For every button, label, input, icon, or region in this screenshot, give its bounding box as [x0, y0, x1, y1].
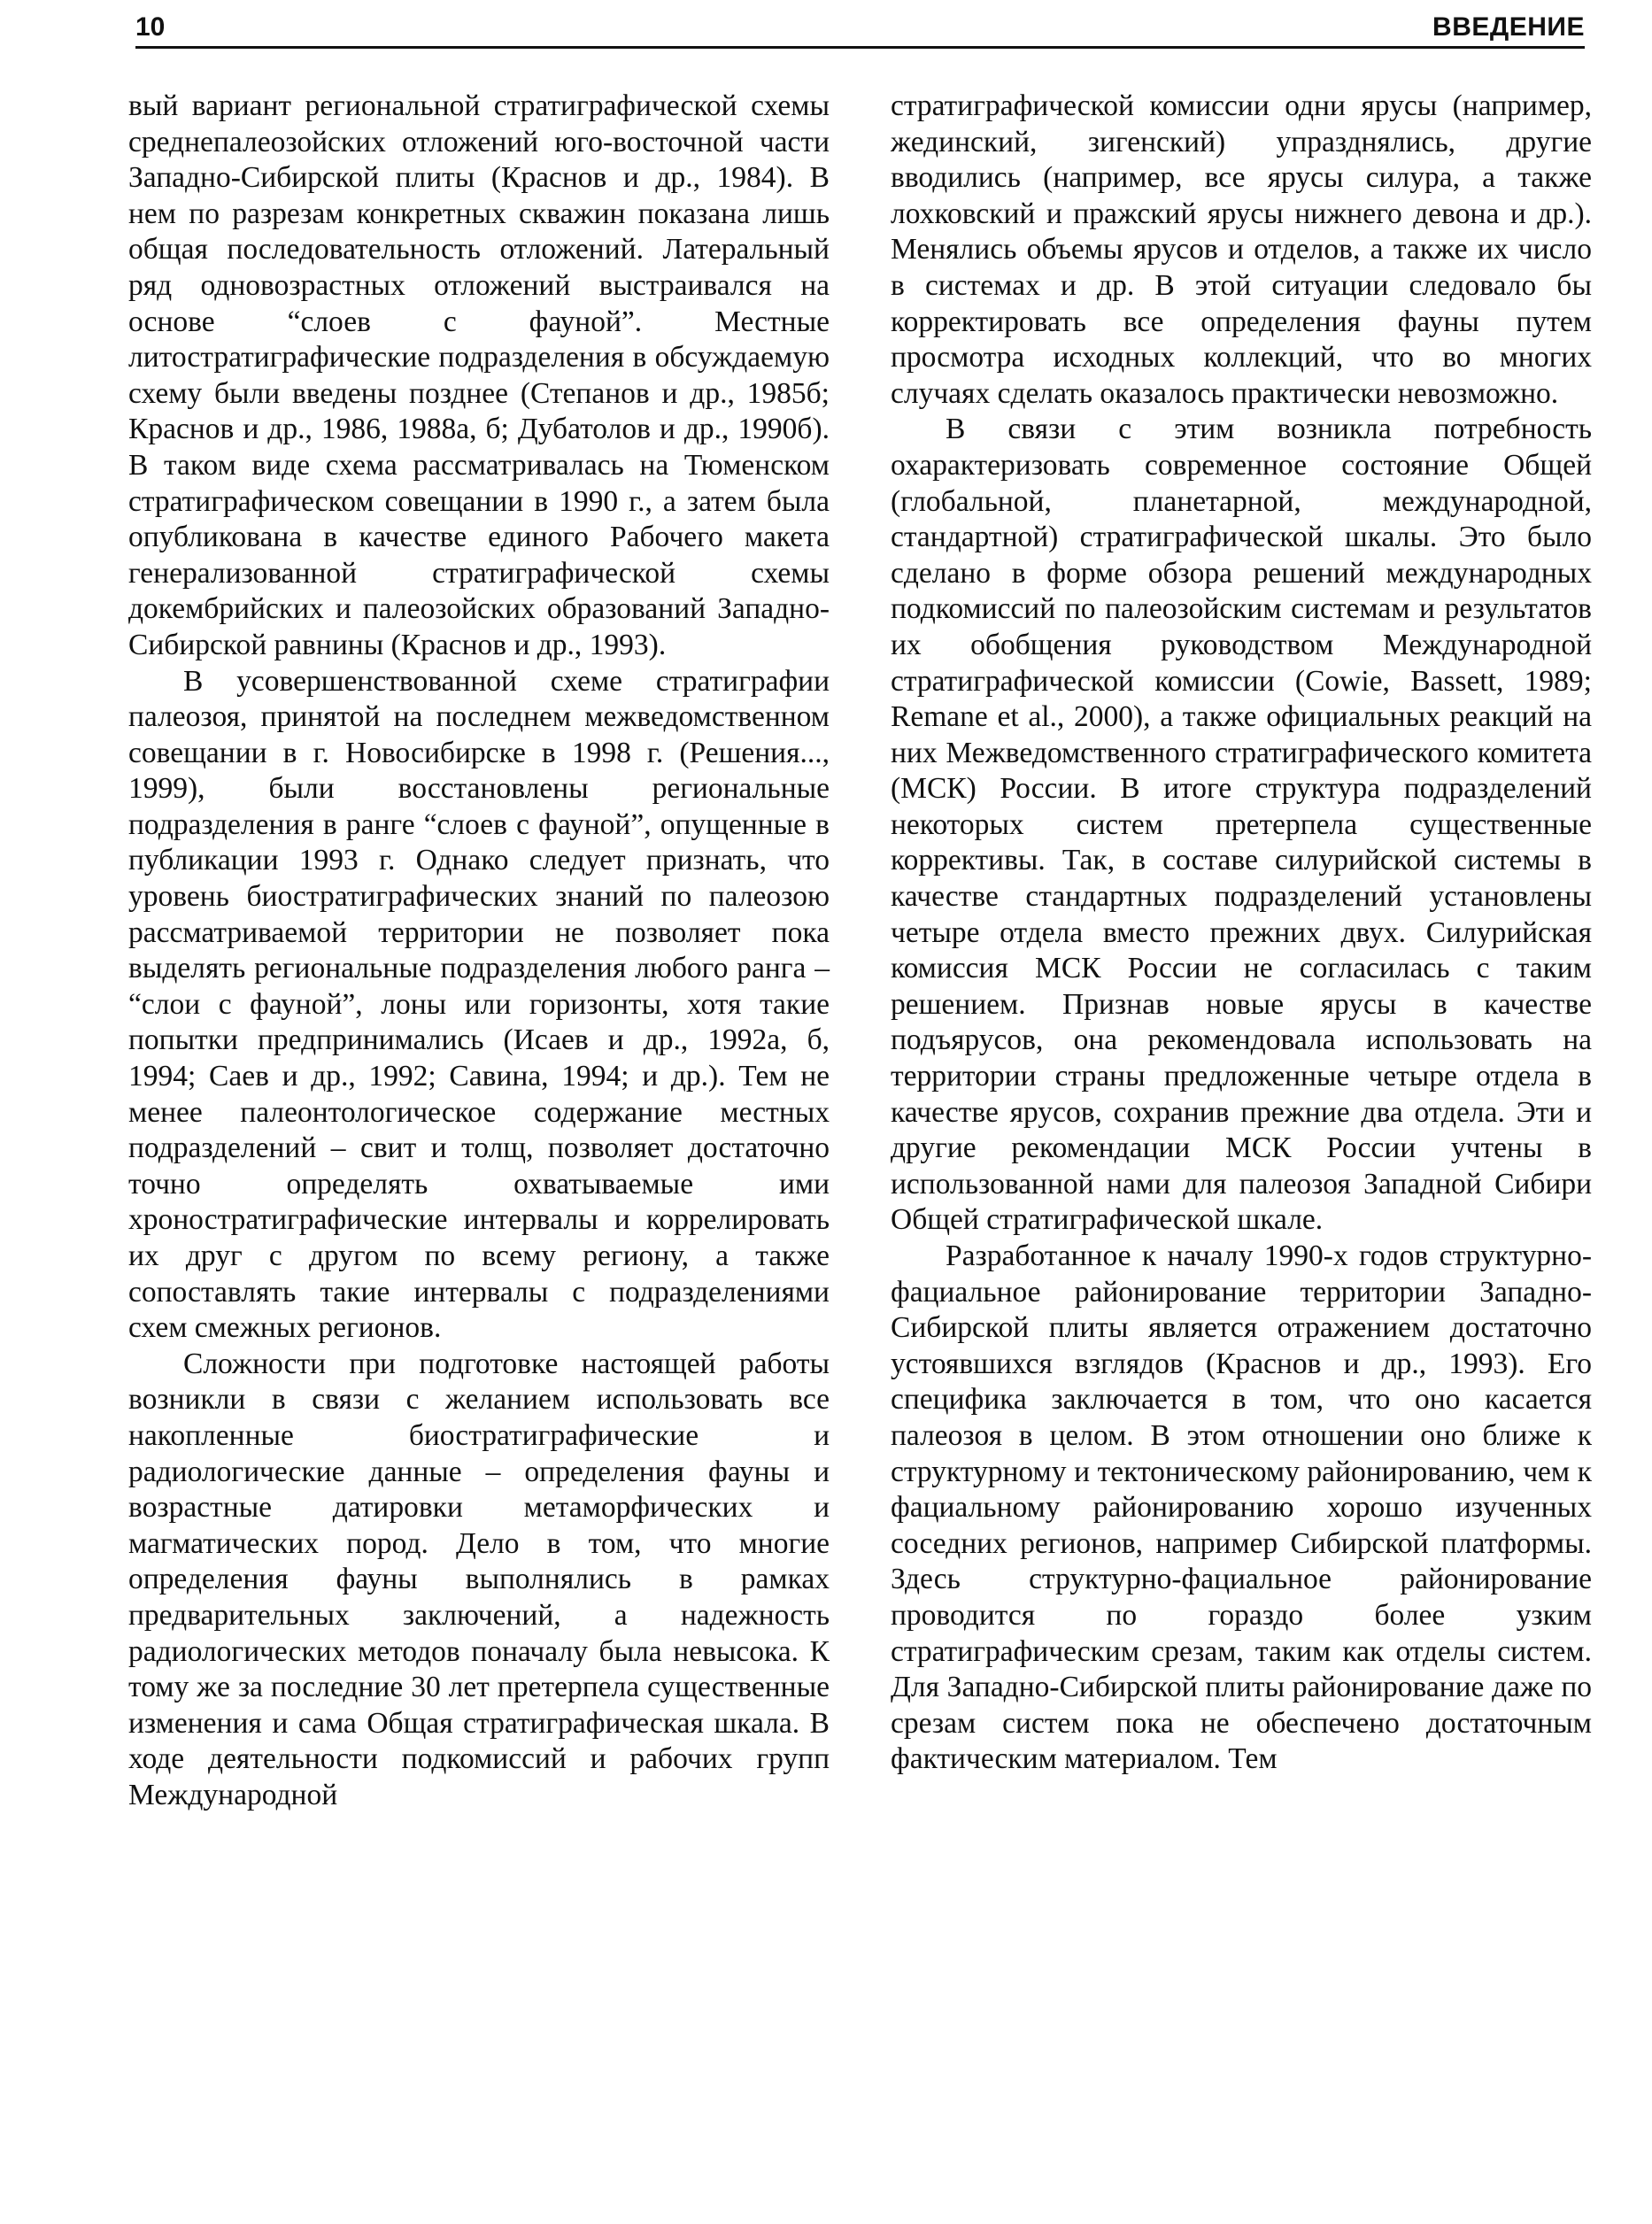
header-rule — [135, 46, 1585, 49]
running-head: ВВЕДЕНИЕ — [1432, 12, 1585, 42]
paragraph: вый вариант региональной стратиграфической схемы среднепалеозойских отложений юго-восточной части Западно-Сибирской плиты (Краснов и др., 1984). В нем по разрезам конкретных скважин показана лишь общая последовательность отложений. Латеральный ряд одновозрастных отложений выстраивался на основе “слоев с фауной”. Местные литостратиграфические подразделения в обсуждаемую схему были введены позднее (Степанов и др., 1985б; Краснов и др., 1986, 1988а, б; Дубатолов и др., 1990б). В таком виде схема рассматривалась на Тюменском стратиграфическом совещании в 1990 г., а затем была опубликована в качестве единого Рабочего макета генерализованной стратиграфической схемы докембрийских и палеозойских образований Западно-Сибирской равнины (Краснов и др., 1993). — [128, 89, 830, 661]
left-column — [128, 89, 830, 1814]
paragraph: Разработанное к началу 1990-х годов структурно-фациальное районирование территории Западно-Сибирской плиты является отражением достаточно устоявшихся взглядов (Краснов и др., 1993). Его специфика заключается в том, что оно касается палеозоя в целом. В этом отношении оно ближе к структурному и тектоническому районированию, чем к фациальному районированию хорошо изученных соседних регионов, например Сибирской платформы. Здесь структурно-фациальное районирование проводится по гораздо более узким стратиграфическим срезам, таким как отделы систем. Для Западно-Сибирской плиты районирование даже по срезам систем пока не обеспечено достаточным фактическим материалом. Тем — [891, 1239, 1592, 1776]
right-column — [891, 89, 1592, 1778]
paragraph: стратиграфической комиссии одни ярусы (например, жединский, зигенский) упразднялись, другие вводились (например, все ярусы силура, а также лохковский и пражский ярусы нижнего девона и др.). Менялись объемы ярусов и отделов, а также их число в системах и др. В этой ситуации следовало бы корректировать все определения фауны путем просмотра исходных коллекций, что во многих случаях сделать оказалось практически невозможно. — [891, 89, 1592, 410]
page-header — [135, 7, 1585, 46]
paragraph: В усовершенствованной схеме стратиграфии палеозоя, принятой на последнем межведомственном совещании в г. Новосибирске в 1998 г. (Решения..., 1999), были восстановлены региональные подразделения в ранге “слоев с фауной”, опущенные в публикации 1993 г. Однако следует признать, что уровень биостратиграфических знаний по палеозою рассматриваемой территории не позволяет пока выделять региональные подразделения любого ранга – “слои с фауной”, лоны или горизонты, хотя такие попытки предпринимались (Исаев и др., 1992а, б, 1994; Саев и др., 1992; Савина, 1994; и др.). Тем не менее палеонтологическое содержание местных подразделений – свит и толщ, позволяет достаточно точно определять охватываемые ими хроностратиграфические интервалы и коррелировать их друг с другом по всему региону, а также сопоставлять такие интервалы с подразделениями схем смежных регионов. — [128, 664, 830, 1345]
paragraph: В связи с этим возникла потребность охарактеризовать современное состояние Общей (глобальной, планетарной, международной, стандартной) стратиграфической шкалы. Это было сделано в форме обзора решений международных подкомиссий по палеозойским системам и результатов их обобщения руководством Международной стратиграфической комиссии (Cowie, Bassett, 1989; Remane et al., 2000), а также официальных реакций на них Межведомственного стратиграфического комитета (МСК) России. В итоге структура подразделений некоторых систем претерпела существенные коррективы. Так, в составе силурийской системы в качестве стандартных подразделений установлены четыре отдела вместо прежних двух. Силурийская комиссия МСК России не согласилась с таким решением. Признав новые ярусы в качестве подъярусов, она рекомендовала использовать на территории страны предложенные четыре отдела в качестве ярусов, сохранив прежние два отдела. Эти и другие рекомендации МСК России учтены в использованной нами для палеозоя Западной Сибири Общей стратиграфической шкале. — [891, 413, 1592, 1237]
paragraph: Сложности при подготовке настоящей работы возникли в связи с желанием использовать все накопленные биостратиграфические и радиологические данные – определения фауны и возрастные датировки метаморфических и магматических пород. Дело в том, что многие определения фауны выполнялись в рамках предварительных заключений, а надежность радиологических методов поначалу была невысока. К тому же за последние 30 лет претерпела существенные изменения и сама Общая стратиграфическая шкала. В ходе деятельности подкомиссий и рабочих групп Международной — [128, 1347, 830, 1811]
page-number: 10 — [135, 12, 166, 42]
